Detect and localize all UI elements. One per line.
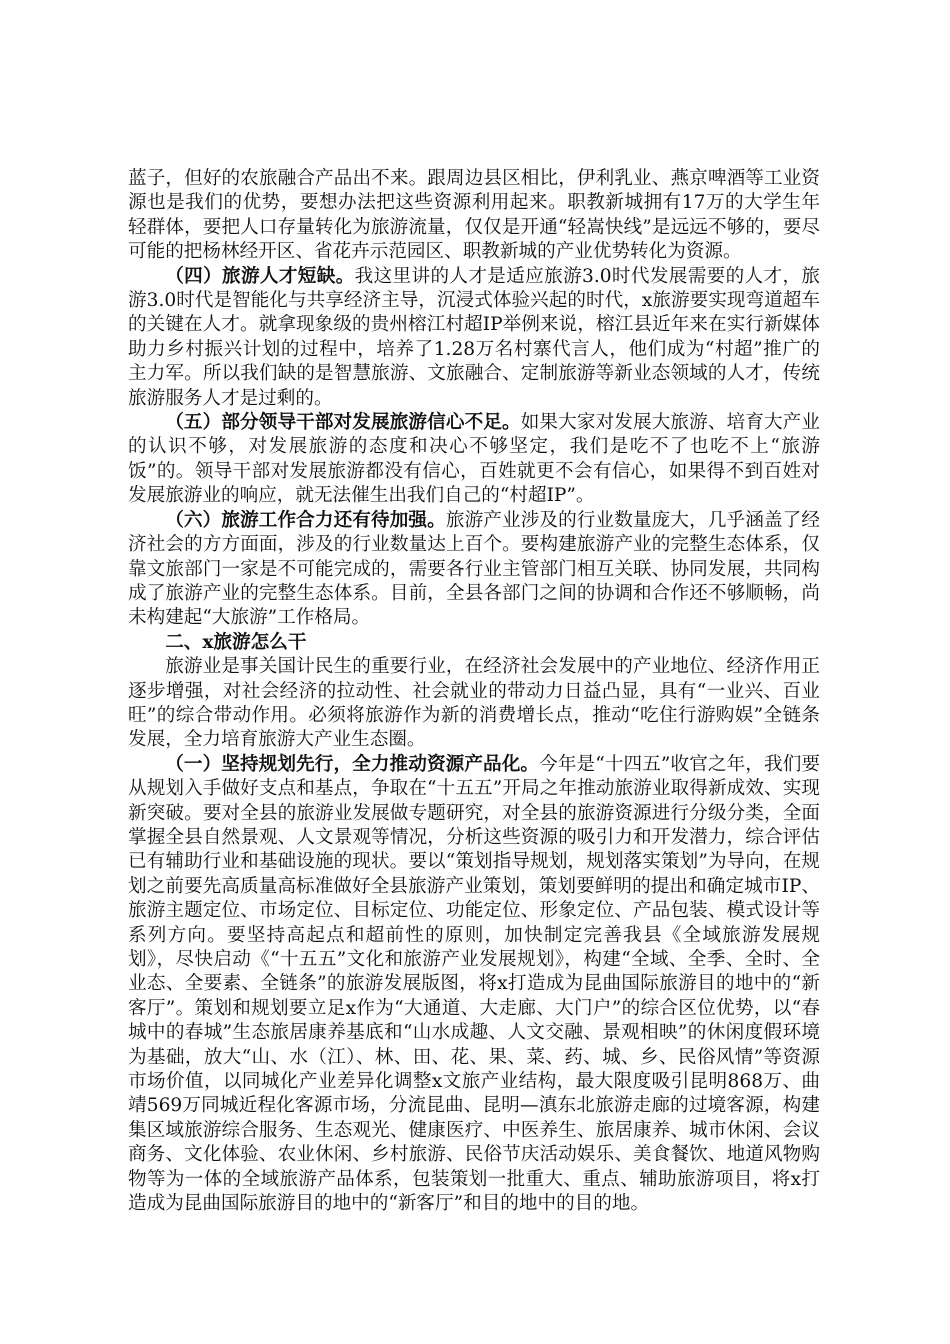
paragraph-lead-heading: （一）坚持规划先行，全力推动资源产品化。 xyxy=(165,753,540,775)
paragraph-lead-heading: （六）旅游工作合力还有待加强。 xyxy=(165,509,446,531)
paragraph-planning-first xyxy=(128,753,820,1217)
paragraph-talent-shortage xyxy=(128,265,820,411)
paragraph-text: 我这里讲的人才是适应旅游3.0时代发展需要的人才，旅游3.0时代是智能化与共享经济主导，沉浸式体验兴起的时代，x旅游要实现弯道超车的关键在人才。就拿现象级的贵州榕江村超IP举例来说，榕江县近年来在实行新媒体助力乡村振兴计划的过程中，培养了1.28万名村寨代言人，他们成为“村超”推广的主力军。所以我们缺的是智慧旅游、文旅融合、定制旅游等新业态领域的人才，传统旅游服务人才是过剩的。 xyxy=(128,265,820,409)
section-heading: 二、x旅游怎么干 xyxy=(165,631,307,653)
paragraph-text: 旅游产业涉及的行业数量庞大，几乎涵盖了经济社会的方方面面，涉及的行业数量达上百个。要构建旅游产业的完整生态体系，仅靠文旅部门一家是不可能完成的，需要各行业主管部门相互关联、协同发展，共同构成了旅游产业的完整生态体系。目前，全县各部门之间的协调和合作还不够顺畅，尚未构建起“大旅游”工作格局。 xyxy=(128,509,820,629)
paragraph-leader-confidence xyxy=(128,411,820,509)
paragraph-lead-heading: （五）部分领导干部对发展旅游信心不足。 xyxy=(165,412,521,434)
paragraph-intro xyxy=(128,655,820,753)
paragraph-continuation xyxy=(128,167,820,265)
paragraph-text: 今年是“十四五”收官之年，我们要从规划入手做好支点和基点，争取在“十五五”开局之年推动旅游业取得新成效、实现新突破。要对全县的旅游业发展做专题研究，对全县的旅游资源进行分级分类，全面掌握全县自然景观、人文景观等情况，分析这些资源的吸引力和开发潜力，综合评估已有辅助行业和基础设施的现状。要以“策划指导规划，规划落实策划”为导向，在规划之前要先高质量高标准做好全县旅游产业策划，策划要鲜明的提出和确定城市IP、旅游主题定位、市场定位、目标定位、功能定位、形象定位、产品包装、模式设计等系列方向。要坚持高起点和超前性的原则，加快制定完善我县《全域旅游发展规划》，尽快启动《“十五五”文化和旅游产业发展规划》，构建“全域、全季、全时、全业态、全要素、全链条”的旅游发展版图，将x打造成为昆曲国际旅游目的地中的“新客厅”。策划和规划要立足x作为“大通道、大走廊、大门户”的综合区位优势，以“春城中的春城”生态旅居康养基底和“山水成趣、人文交融、景观相映”的休闲度假环境为基础，放大“山、水（江）、林、田、花、果、菜、药、城、乡、民俗风情”等资源市场价值，以同城化产业差异化调整x文旅产业结构，最大限度吸引昆明868万、曲靖569万同城近程化客源市场，分流昆曲、昆明—滇东北旅游走廊的过境客源，构建集区域旅游综合服务、生态观光、健康医疗、中医养生、旅居康养、城市休闲、会议商务、文化体验、农业休闲、乡村旅游、民俗节庆活动娱乐、美食餐饮、地道风物购物等为一体的全域旅游产品体系，包装策划一批重大、重点、辅助旅游项目，将x打造成为昆曲国际旅游目的地中的“新客厅”和目的地中的目的地。 xyxy=(128,753,820,1215)
paragraph-text: 如果大家对发展大旅游、培育大产业的认识不够，对发展旅游的态度和决心不够坚定，我们是吃不了也吃不上“旅游饭”的。领导干部对发展旅游都没有信心，百姓就更不会有信心，如果得不到百姓对发展旅游业的响应，就无法催生出我们自己的“村超IP”。 xyxy=(128,412,820,507)
paragraph-lead-heading: （四）旅游人才短缺。 xyxy=(165,265,355,287)
paragraph-text: 蓝子，但好的农旅融合产品出不来。跟周边县区相比，伊利乳业、燕京啤酒等工业资源也是我们的优势，要想办法把这些资源利用起来。职教新城拥有17万的大学生年轻群体，要把人口存量转化为旅游流量，仅仅是开通“轻嵩快线”是远远不够的，要尽可能的把杨林经开区、省花卉示范园区、职教新城的产业优势转化为资源。 xyxy=(128,168,820,263)
document-page xyxy=(128,167,820,1216)
paragraph-text: 旅游业是事关国计民生的重要行业，在经济社会发展中的产业地位、经济作用正逐步增强，对社会经济的拉动性、社会就业的带动力日益凸显，具有“一业兴、百业旺”的综合带动作用。必须将旅游作为新的消费增长点，推动“吃住行游购娱”全链条发展，全力培育旅游大产业生态圈。 xyxy=(128,656,820,751)
paragraph-joint-effort xyxy=(128,509,820,631)
